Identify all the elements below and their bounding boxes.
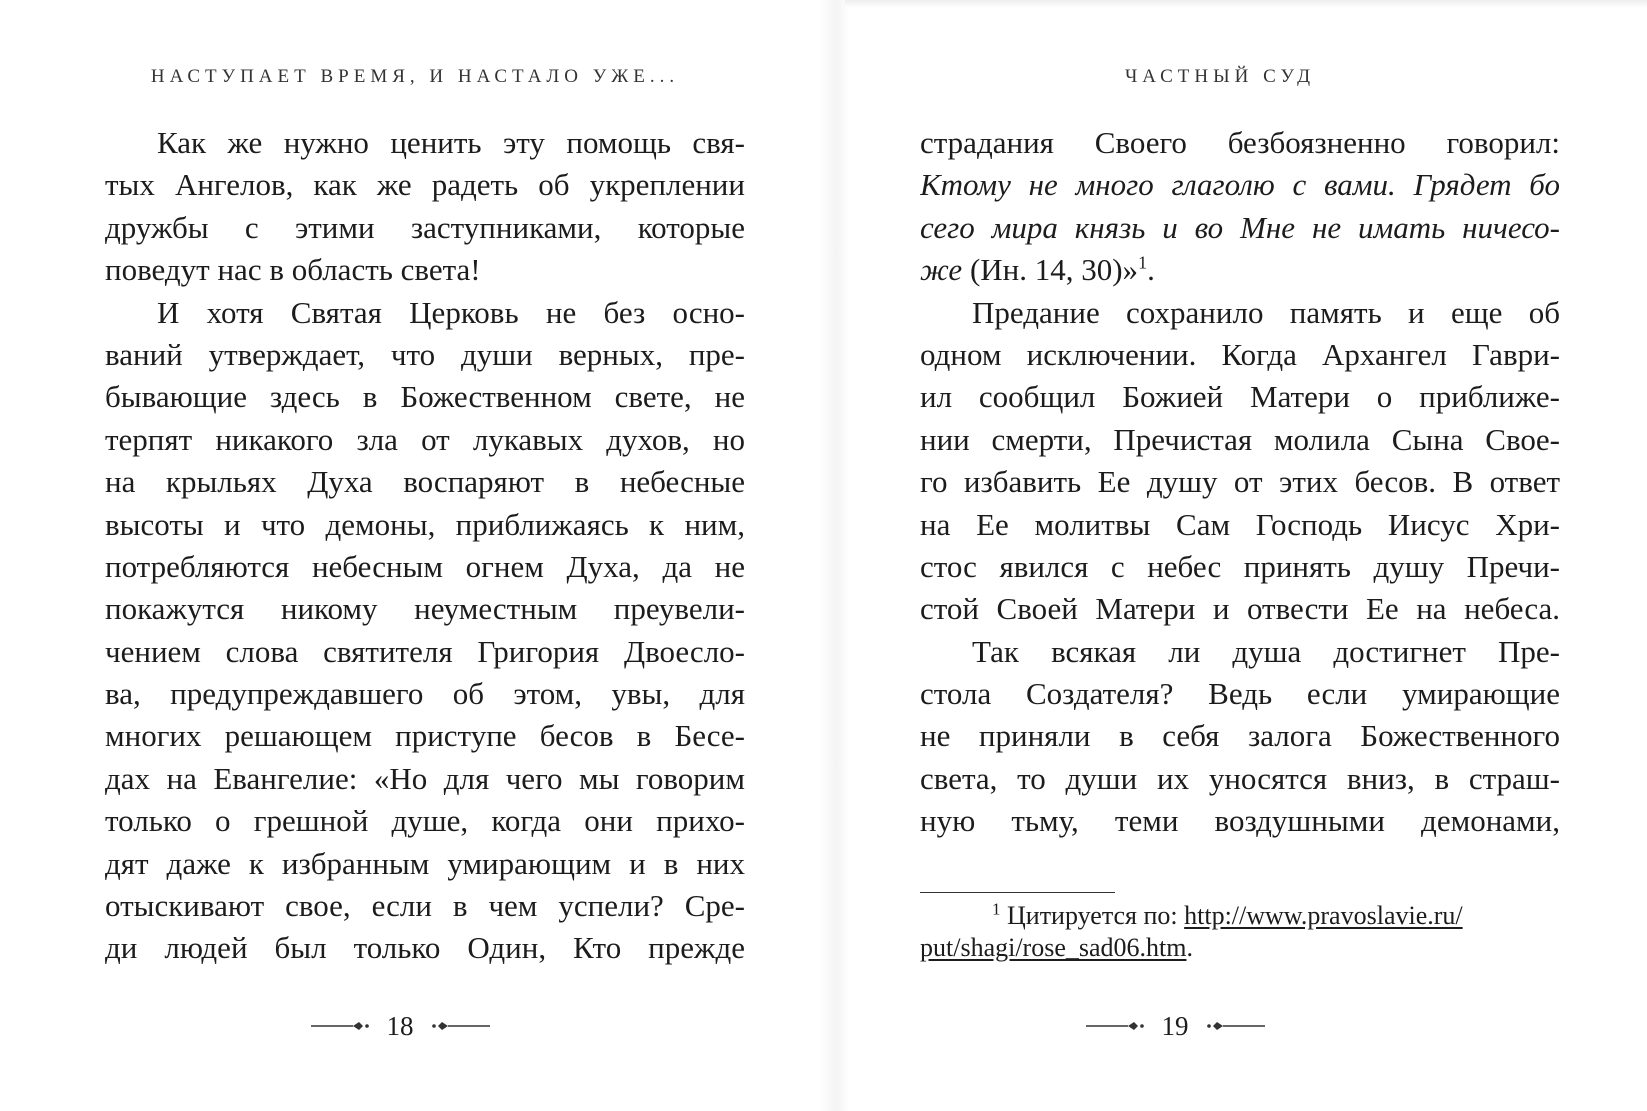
- footnote-reference: 1: [1138, 252, 1148, 273]
- text-line: го избавить Ее душу от этих бесов. В ответ: [920, 464, 1560, 500]
- text-line: отыскивают свое, если в чем успели? Сре-: [105, 888, 745, 924]
- italic-fragment: же: [920, 252, 963, 288]
- text-line: ва, предупреждавшего об этом, увы, для: [105, 676, 745, 712]
- text-line: стос явился с небес принять душу Пречи-: [920, 548, 1560, 584]
- footnote-link-part1[interactable]: http://www.pravoslavie.ru/: [1184, 901, 1463, 930]
- text-line: света, то души их уносятся вниз, в страш-: [920, 760, 1560, 796]
- text-line: потребляются небесным огнем Духа, да не: [105, 548, 745, 584]
- footnote-mark: 1: [992, 899, 1001, 919]
- text-line: ваний утверждает, что души верных, пре-: [105, 336, 745, 372]
- period: .: [1147, 252, 1155, 288]
- text-line: Предание сохранило память и еще об: [972, 294, 1560, 330]
- text-line: не приняли в себя залога Божественного: [920, 718, 1560, 754]
- right-running-head: ЧАСТНЫЙ СУД: [1124, 66, 1316, 87]
- text-line-italic: Ктому не много глаголю с вами. Грядет бо: [920, 167, 1560, 203]
- footnote-line: [920, 900, 1560, 932]
- text-line: поведут нас в область света!: [105, 252, 481, 288]
- text-line: бывающие здесь в Божественном свете, не: [105, 379, 745, 415]
- text-line: одном исключении. Когда Архангел Гаври-: [920, 336, 1560, 372]
- text-line: покажутся никому неуместным преувели-: [105, 591, 745, 627]
- footnote-rule: [920, 892, 1115, 893]
- text-line: на крыльях Духа воспаряют в небесные: [105, 464, 745, 500]
- right-folio: [855, 1008, 1495, 1044]
- text-line: многих решающем приступе бесов в Бесе-: [105, 718, 745, 754]
- text-line: Так всякая ли душа достигнет Пре-: [972, 633, 1560, 669]
- text-line: стой Своей Матери и отвести Ее на небеса.: [920, 591, 1560, 627]
- text-line-italic: сего мира князь и во Мне не имать ничесо-: [920, 209, 1560, 245]
- left-page-body: [105, 122, 745, 970]
- text-line: только о грешной душе, когда они прихо-: [105, 803, 745, 839]
- footnote-end: .: [1186, 933, 1193, 962]
- text-line: дят даже к избранным умирающим и в них: [105, 845, 745, 881]
- text-line: терпят никакого зла от лукавых духов, но: [105, 421, 745, 457]
- left-running-head: НАСТУПАЕТ ВРЕМЯ, И НАСТАЛО УЖЕ...: [150, 66, 680, 87]
- text-line: тых Ангелов, как же радеть об укреплении: [105, 167, 745, 203]
- text-line: ди людей был только Один, Кто прежде: [105, 930, 745, 966]
- gutter-shadow: [820, 0, 850, 1111]
- page-number: 18: [386, 1010, 414, 1041]
- text-line: ную тьму, теми воздушными демонами,: [920, 803, 1560, 839]
- left-page: [105, 0, 745, 1111]
- text-line: нии смерти, Пречистая молила Сына Своe-: [920, 421, 1560, 457]
- folio-ornament-left-icon: [1086, 1020, 1144, 1032]
- left-folio: [80, 1008, 720, 1044]
- text-line: чением слова святителя Григория Двоесло-: [105, 633, 745, 669]
- text-line: стола Создателя? Ведь если умирающие: [920, 676, 1560, 712]
- text-line: высоты и что демоны, приближаясь к ним,: [105, 506, 745, 542]
- right-page-body: [920, 122, 1560, 843]
- folio-ornament-right-icon: [1207, 1020, 1265, 1032]
- text-line: [920, 249, 1560, 291]
- text-line: ил сообщил Божией Матери о приближе-: [920, 379, 1560, 415]
- footnote: [920, 900, 1560, 964]
- right-page: [920, 0, 1560, 1111]
- footnote-line: [920, 932, 1560, 964]
- text-line: страдания Своего безбоязненно говорил:: [920, 125, 1560, 160]
- folio-ornament-right-icon: [432, 1020, 490, 1032]
- folio-ornament-left-icon: [311, 1020, 369, 1032]
- text-line: дах на Евангелие: «Но для чего мы говорим: [105, 760, 745, 796]
- text-line: Как же нужно ценить эту помощь свя-: [157, 125, 745, 160]
- page-number: 19: [1161, 1010, 1189, 1041]
- footnote-text: Цитируется по:: [1000, 901, 1185, 930]
- text-line: дружбы с этими заступниками, которые: [105, 209, 745, 245]
- citation: (Ин. 14, 30)»: [962, 252, 1139, 288]
- footnote-link-part2[interactable]: put/shagi/rose_sad06.htm: [920, 933, 1187, 962]
- text-line: на Ее молитвы Сам Господь Иисус Хри-: [920, 506, 1560, 542]
- text-line: И хотя Святая Церковь не без осно-: [157, 294, 745, 330]
